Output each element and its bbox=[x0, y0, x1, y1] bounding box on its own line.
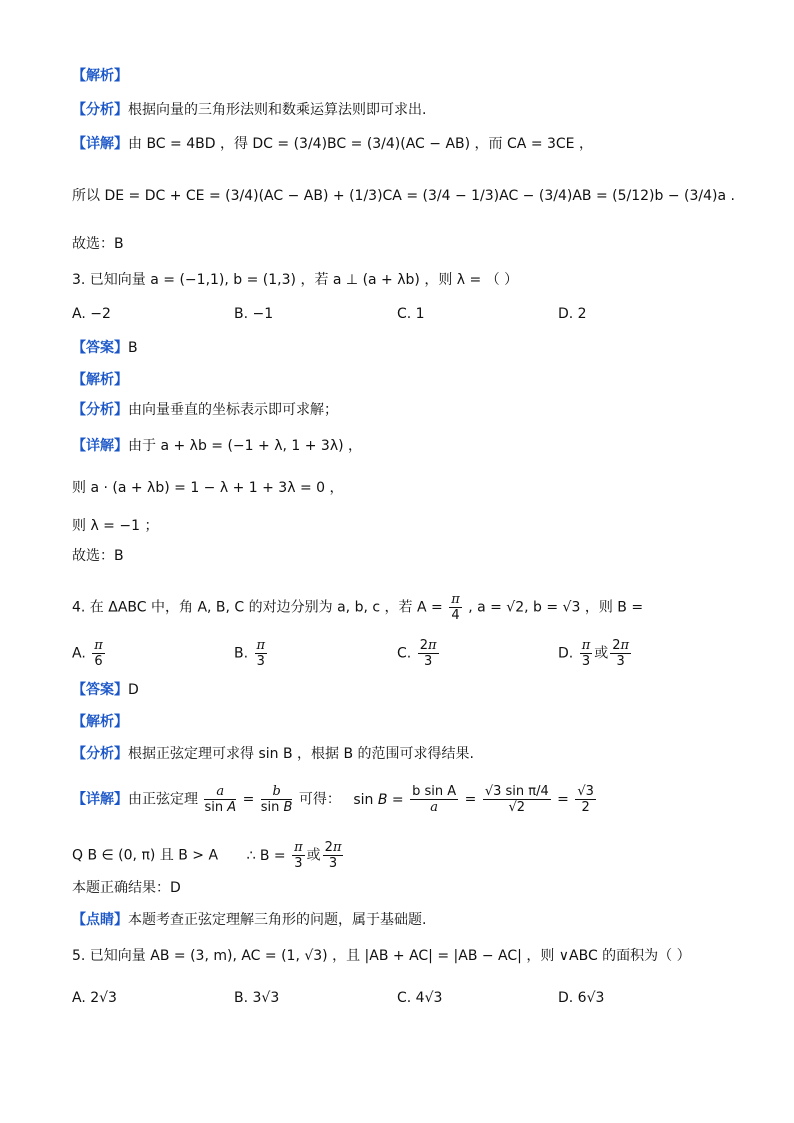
q2-detail-line2: 所以 DE = DC + CE = (3/4)(AC − AB) + (1/3)CA = (3/4 − 1/3)AC − (3/4)AB = (5/12)b − (3/4)a . bbox=[72, 188, 735, 204]
q4-angle-a-fraction: $\frac{\pi}{4}$ bbox=[451, 592, 460, 623]
q4-detail-line1: 【详解】由正弦定理 $\frac{a}{\text{sin A}}$ = $\frac{b}{\text{sin B}}$ 可得： sin B = $\frac{\text{b sin A}}{a}$ = $\frac{\text{√3 sin π/4}}{√2}$ = $\frac{√3}{2}$ bbox=[72, 784, 594, 815]
q4-option-d: D. $\frac{\pi}{3}$ 或 $\frac{2\pi}{3}$ bbox=[558, 638, 630, 669]
q3-analysis: 【分析】由向量垂直的坐标表示即可求解； bbox=[72, 402, 338, 418]
q2-analysis: 【分析】根据向量的三角形法则和数乘运算法则即可求出. bbox=[72, 102, 427, 118]
q3-detail-line1: 【详解】由于 a + λb = (−1 + λ, 1 + 3λ) ， bbox=[72, 438, 363, 454]
q4-dianjing: 【点睛】本题考查正弦定理解三角形的问题，属于基础题. bbox=[72, 912, 427, 928]
q4-option-b: B. $\frac{\pi}{3}$ bbox=[234, 638, 266, 669]
q2-answer: 故选：B bbox=[72, 236, 124, 252]
q3-option-c: C. 1 bbox=[397, 306, 425, 322]
q3-final-answer: 故选：B bbox=[72, 548, 124, 564]
q3-jiexi-tag: 【解析】 bbox=[72, 372, 128, 388]
q3-stem: 3. 已知向量 a = (−1,1), b = (1,3) ，若 a ⊥ (a + λb) ，则 λ = （ ） bbox=[72, 272, 519, 288]
q4-detail-line2: Q B ∈ (0, π) 且 B > A ∴ B = $\frac{\pi}{3}$ 或 $\frac{2\pi}{3}$ bbox=[72, 840, 342, 871]
q3-detail-line2: 则 a · (a + λb) = 1 − λ + 1 + 3λ = 0 ， bbox=[72, 480, 344, 496]
q4-answer-line: 【答案】D bbox=[72, 682, 139, 698]
q4-jiexi-tag: 【解析】 bbox=[72, 714, 128, 730]
q4-result: 本题正确结果：D bbox=[72, 880, 181, 896]
q4-option-c: C. $\frac{2\pi}{3}$ bbox=[397, 638, 437, 669]
q4-option-a: A. $\frac{\pi}{6}$ bbox=[72, 638, 103, 669]
q3-option-a: A. −2 bbox=[72, 306, 111, 322]
q5-option-b: B. 3√3 bbox=[234, 990, 280, 1006]
q3-detail-line3: 则 λ = −1 ； bbox=[72, 518, 159, 534]
q5-option-d: D. 6√3 bbox=[558, 990, 605, 1006]
q5-option-c: C. 4√3 bbox=[397, 990, 443, 1006]
jiexi-tag: 【解析】 bbox=[72, 68, 128, 84]
q3-option-b: B. −1 bbox=[234, 306, 274, 322]
q2-detail-line1: 【详解】由 BC = 4BD ，得 DC = (3/4)BC = (3/4)(AC − AB) ，而 CA = 3CE ， bbox=[72, 136, 593, 152]
q4-stem: 4. 在 ΔABC 中，角 A, B, C 的对边分别为 a, b, c ，若 A = $\frac{\pi}{4}$ , a = √2, b = √3 ，则 B = bbox=[72, 592, 644, 623]
q4-analysis: 【分析】根据正弦定理可求得 sin B ，根据 B 的范围可求得结果. bbox=[72, 746, 474, 762]
q5-option-a: A. 2√3 bbox=[72, 990, 117, 1006]
q5-stem: 5. 已知向量 AB = (3, m), AC = (1, √3) ，且 |AB + AC| = |AB − AC| ，则 ∨ABC 的面积为（ ） bbox=[72, 948, 691, 964]
q3-option-d: D. 2 bbox=[558, 306, 587, 322]
q3-answer-line: 【答案】B bbox=[72, 340, 138, 356]
